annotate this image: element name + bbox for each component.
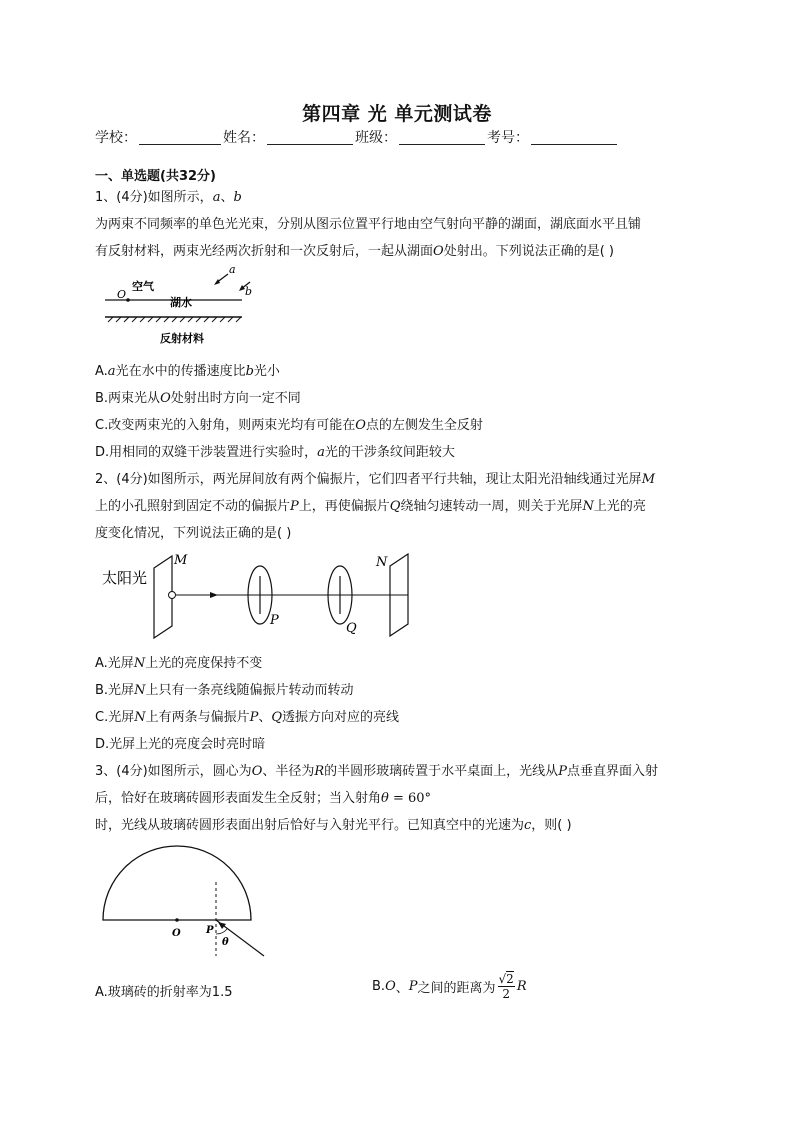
number-blank [531,130,617,145]
q1-fig-material: 反射材料 [160,332,204,345]
q2-optB-pre: B.光屏 [95,683,135,698]
q3-fig-P: P [206,925,214,936]
student-info-row [95,127,619,147]
q1-optA-a: a [107,364,116,379]
q2-option-c [95,706,399,725]
q3-fig-O: O [172,928,181,939]
q3-fig-theta: θ [222,937,229,948]
q1-optA-post: 光小 [253,364,280,379]
q3-optB-R: R [516,979,527,994]
q2-polarizer-figure [100,548,430,642]
q2-option-d: D.光屏上光的亮度会时亮时暗 [95,737,266,752]
q1-fig-a: a [229,263,236,276]
q2-optA-N: N [133,656,146,671]
q3-optB-mid: 之间的距离为 [417,981,496,996]
school-label: 学校： [95,130,137,146]
q3-line1-O: O [251,764,263,779]
q3-optB-pre: B. [372,979,386,994]
name-label: 姓名： [223,130,265,146]
q2-line1 [95,468,655,487]
q1-optA-b: b [245,364,254,379]
q1-var-b: b [233,190,242,205]
q3-line3-c: c [524,818,532,833]
q1-optB-pre: B.两束光从 [95,391,161,406]
q1-lake-figure [100,262,253,348]
q3-line2 [95,787,431,806]
q1-optA-pre: A. [95,364,108,379]
q1-optB-O: O [160,391,171,406]
q1-line2: 为两束不同频率的单色光光束，分别从图示位置平行地由空气射向平静的湖面，湖底面水平且铺 [95,217,642,232]
q2-line2-N: N [582,499,594,514]
q2-fig-P: P [270,613,279,628]
q2-optC-Q: Q [271,710,283,725]
section-heading: 一、单选题(共32分) [95,169,216,184]
q2-axis-arrow [210,592,218,598]
q3-option-b [372,972,527,1001]
q1-option-a [95,360,280,379]
q2-optC-post: 透振方向对应的亮线 [282,710,400,725]
q2-line2-Q: Q [389,499,401,514]
q2-fig-M: M [174,553,188,568]
q1-optD-pre: D.用相同的双缝干涉装置进行实验时， [95,445,318,460]
q3-optB-P: P [408,979,418,994]
q1-optB-post: 处射出时方向一定不同 [170,391,301,406]
q2-optA-pre: A.光屏 [95,656,134,671]
q3-line1-d: 点垂直界面入射 [566,764,658,779]
class-label: 班级： [355,130,397,146]
q3-ray-arrow [218,922,226,929]
q3-line2-a: 后，恰好在玻璃砖圆形表面发生全反射；当入射角 [95,791,382,806]
q1-option-c [95,414,483,433]
q3-line2-eq: = 60° [388,791,432,806]
q1-optC-pre: C.改变两束光的入射角，则两束光均有可能在 [95,418,356,433]
q1-fig-b: b [245,285,253,298]
q1-optC-post: 点的左侧发生全反射 [365,418,483,433]
q2-optC-P: P [249,710,259,725]
page-title: 第四章 光 单元测试卷 [302,103,492,125]
q3-optB-den: 2 [502,987,510,1001]
q1-line3-b: 处射出。下列说法正确的是( ) [443,244,614,259]
q2-fig-Q: Q [346,621,357,636]
q3-line1-P: P [558,764,567,779]
q1-optC-O: O [355,418,366,433]
q3-optB-O: O [385,979,396,994]
q2-option-a [95,652,262,671]
q3-optB-numerator [498,972,515,987]
q1-optD-a: a [317,445,325,460]
q1-fig-water: 湖水 [170,296,192,309]
q1-prefix: 1、(4分)如图所示， [95,190,213,205]
q2-optB-post: 上只有一条亮线随偏振片转动而转动 [145,683,354,698]
q3-semicircle-figure [100,842,300,960]
q1-sep: 、 [220,190,234,205]
q2-line3: 度变化情况，下列说法正确的是( ) [95,526,292,541]
q1-line3-O: O [433,244,444,259]
q3-line3 [95,814,572,833]
q1-option-d [95,441,455,460]
q3-optB-sep: 、 [395,981,409,996]
q1-fig-air: 空气 [132,280,154,293]
q3-line1-a: 3、(4分)如图所示，圆心为 [95,764,252,779]
q3-line2-theta: θ [381,791,389,806]
q2-line2-c: 绕轴匀速转动一周，则关于光屏 [400,499,583,514]
q1-line3 [95,240,614,259]
q2-line1-a: 2、(4分)如图所示，两光屏间放有两个偏振片，它们四者平行共轴，现让太阳光沿轴线通过光屏 [95,472,642,487]
number-label: 考号： [487,130,529,146]
q2-optC-pre: C.光屏 [95,710,135,725]
q1-var-a: a [212,190,221,205]
q2-line2-P: P [290,499,299,514]
q2-optA-post: 上光的亮度保持不变 [145,656,263,671]
q1-line1 [95,186,242,205]
q3-line3-b: ，则( ) [531,818,572,833]
q1-point-O [126,298,130,302]
q2-line2-b: 上，再使偏振片 [298,499,390,514]
q3-option-a: A.玻璃砖的折射率为1.5 [95,985,233,1000]
q2-optB-N: N [134,683,146,698]
q2-line2-d: 上光的亮 [593,499,646,514]
q3-optB-fraction [498,972,515,1001]
q2-line1-M: M [641,472,655,487]
q2-optC-mid: 上有两条与偏振片 [145,710,250,725]
q1-option-b [95,387,301,406]
q1-optD-post: 光的干涉条纹间距较大 [324,445,455,460]
q3-line3-a: 时，光线从玻璃砖圆形表面出射后恰好与入射光平行。已知真空中的光速为 [95,818,525,833]
q2-option-b [95,679,353,698]
q3-line1-c: 的半圆形玻璃砖置于水平桌面上，光线从 [324,764,559,779]
q3-center-O [175,918,179,922]
school-blank [139,130,221,145]
q3-glass-semicircle [103,846,251,920]
q2-line2 [95,495,646,514]
q2-line2-a: 上的小孔照射到固定不动的偏振片 [95,499,291,514]
q2-optC-N: N [134,710,146,725]
q2-optC-sep: 、 [258,710,272,725]
q3-line1-b: 、半径为 [262,764,315,779]
q3-line1-R: R [314,764,325,779]
class-blank [399,130,485,145]
q2-fig-N: N [376,555,388,570]
q2-fig-sun: 太阳光 [102,569,148,587]
q1-line3-a: 有反射材料，两束光经两次折射和一次反射后，一起从湖面 [95,244,434,259]
name-blank [267,130,353,145]
q3-line1 [95,760,658,779]
q3-optB-num: 2 [506,972,514,986]
q3-angle-arc [216,929,227,934]
q2-pinhole [169,592,176,599]
sqrt-icon: √ [498,972,507,986]
q1-fig-O: O [117,288,127,301]
q1-optA-mid: 光在水中的传播速度比 [115,364,246,379]
